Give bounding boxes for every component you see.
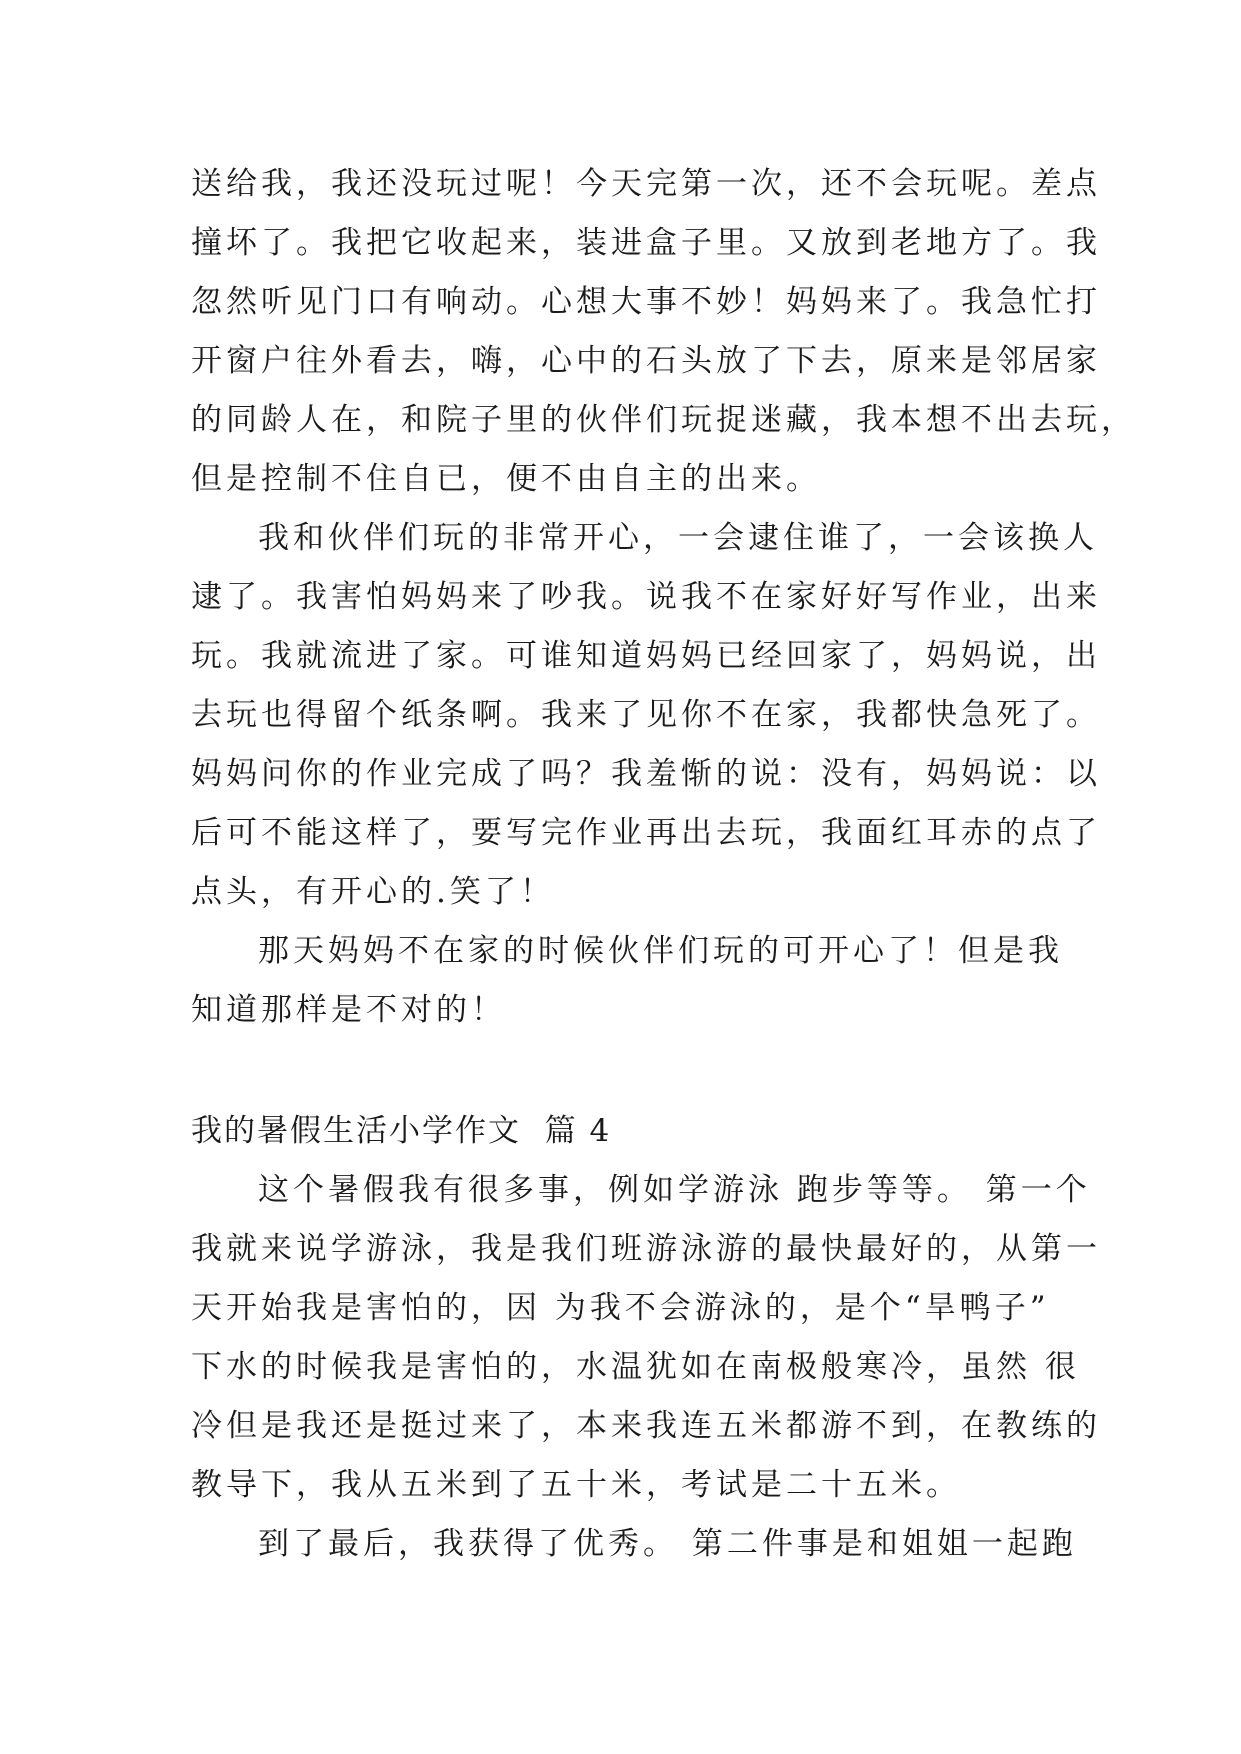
text-line: 逮了。我害怕妈妈来了吵我。说我不在家好好写作业，出来: [191, 579, 1101, 615]
text-line: 这个暑假我有很多事，例如学游泳 跑步等等。 第一个: [258, 1172, 1091, 1208]
text-line: 后可不能这样了，要写完作业再出去玩，我面红耳赤的点了: [191, 815, 1101, 851]
text-line: 忽然听见门口有响动。心想大事不妙！妈妈来了。我急忙打: [191, 284, 1101, 320]
text-line: 撞坏了。我把它收起来，装进盒子里。又放到老地方了。我: [191, 225, 1101, 261]
text-line: 知道那样是不对的！: [191, 992, 506, 1028]
text-line: 那天妈妈不在家的时候伙伴们玩的可开心了！但是我: [258, 933, 1063, 969]
text-line: 送给我，我还没玩过呢！今天完第一次，还不会玩呢。差点: [191, 166, 1101, 202]
text-line: 冷但是我还是挺过来了，本来我连五米都游不到，在教练的: [191, 1408, 1101, 1444]
text-line: 教导下，我从五米到了五十米，考试是二十五米。: [191, 1467, 961, 1503]
text-line: 下水的时候我是害怕的，水温犹如在南极般寒冷，虽然 很: [191, 1349, 1080, 1385]
text-line: 妈妈问你的作业完成了吗？我羞惭的说：没有，妈妈说：以: [191, 756, 1101, 792]
text-line: 玩。我就流进了家。可谁知道妈妈已经回家了，妈妈说，出: [191, 638, 1101, 674]
text-line: 到了最后，我获得了优秀。 第二件事是和姐姐一起跑: [258, 1526, 1077, 1562]
text-line: 但是控制不住自已，便不由自主的出来。: [191, 461, 821, 497]
text-line: 天开始我是害怕的，因 为我不会游泳的，是个“旱鸭子”: [191, 1290, 1050, 1326]
text-line: 去玩也得留个纸条啊。我来了见你不在家，我都快急死了。: [191, 697, 1101, 733]
section-heading: 我的暑假生活小学作文 篇 4: [191, 1113, 612, 1149]
text-line: 我就来说学游泳，我是我们班游泳游的最快最好的，从第一: [191, 1231, 1101, 1267]
text-line: 开窗户往外看去，嗨，心中的石头放了下去，原来是邻居家: [191, 343, 1101, 379]
text-line: 点头，有开心的.笑了！: [191, 874, 555, 910]
text-line: 我和伙伴们玩的非常开心，一会逮住谁了，一会该换人: [258, 520, 1098, 556]
text-line: 的同龄人在，和院子里的伙伴们玩捉迷藏，我本想不出去玩，: [191, 402, 1136, 438]
